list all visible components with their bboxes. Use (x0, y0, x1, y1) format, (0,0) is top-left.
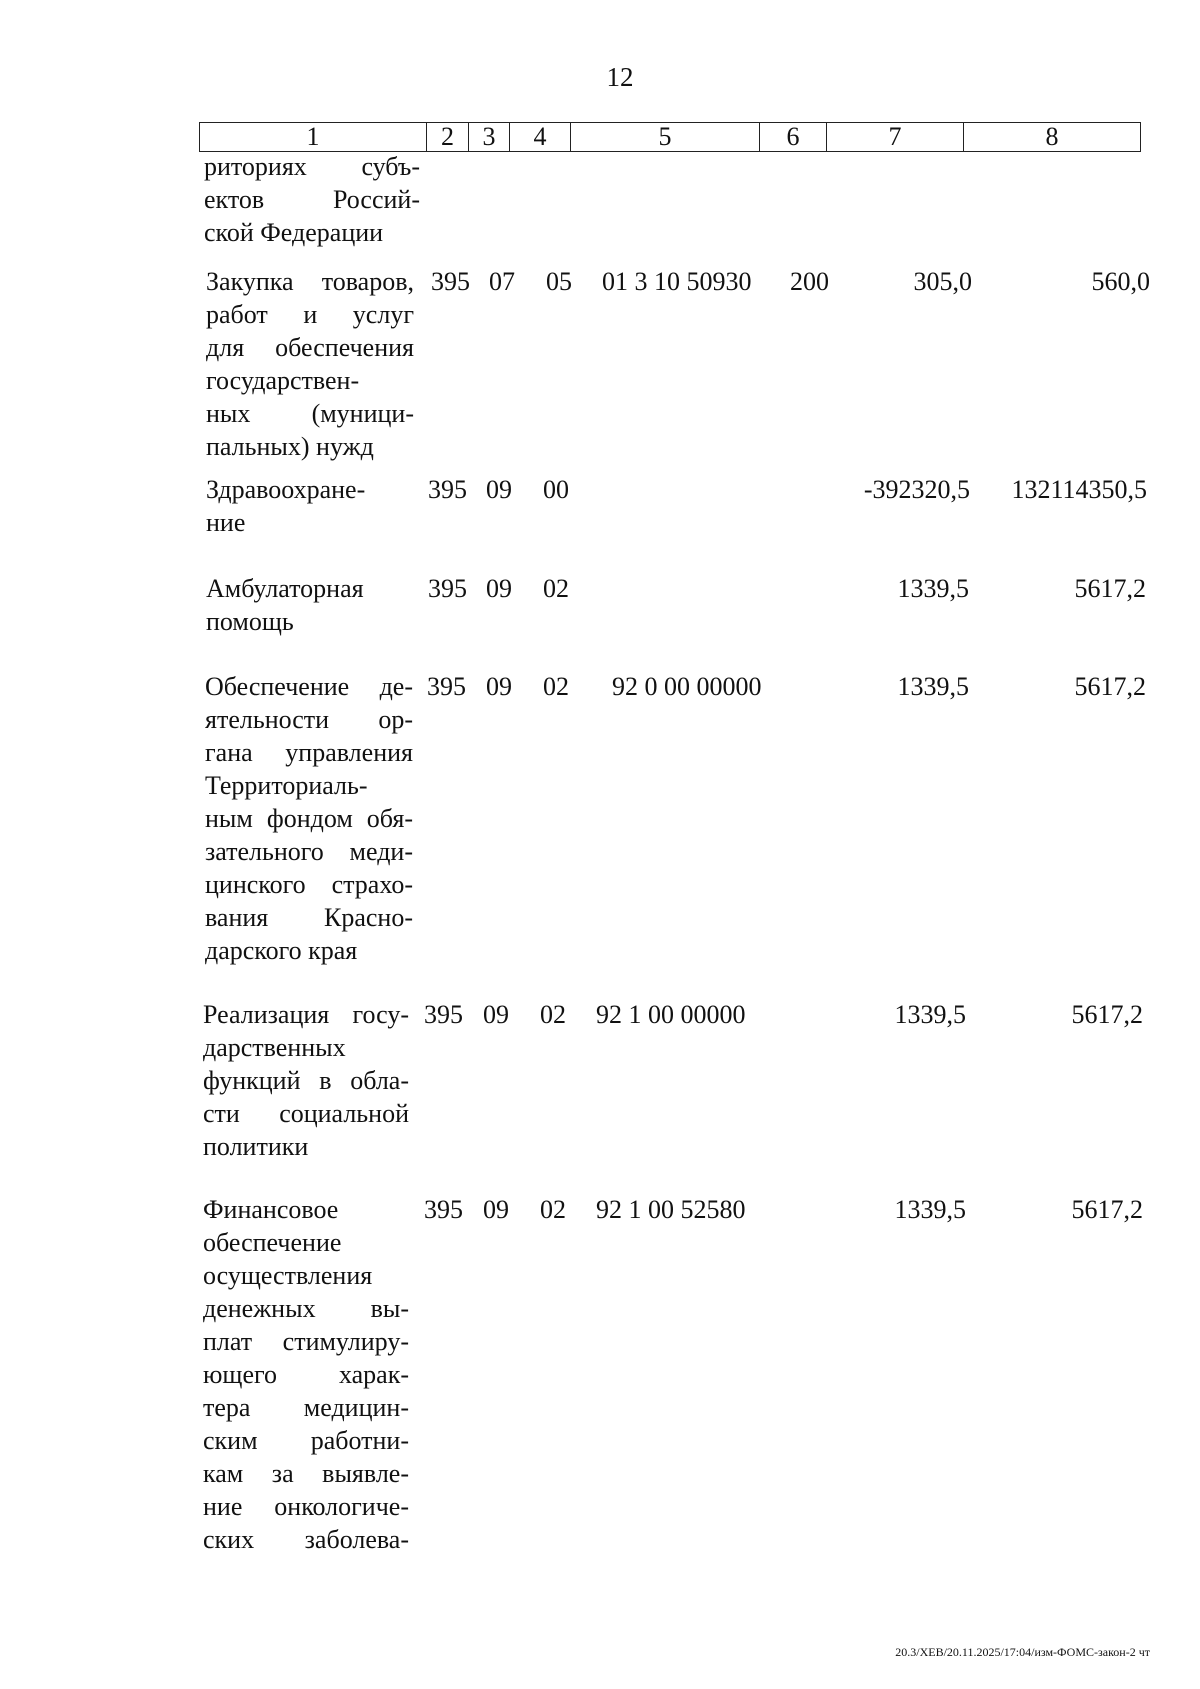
cell-amount-change: 1339,5 (894, 1195, 966, 1224)
description-line: Территориаль- (205, 771, 368, 800)
cell-section: 09 (486, 672, 512, 701)
cell-expense-type: 200 (790, 267, 829, 296)
description-line: работ и услуг (206, 300, 414, 329)
cell-amount-change: 1339,5 (897, 574, 969, 603)
cell-subsection: 02 (543, 672, 569, 701)
description-line: цинского страхо- (205, 870, 413, 899)
description-line: ятельности ор- (205, 705, 413, 734)
description-line: ющего харак- (203, 1360, 409, 1389)
cell-target-article: 92 1 00 52580 (596, 1195, 746, 1224)
description-line: государствен- (206, 366, 360, 395)
cell-amount-total: 560,0 (1091, 267, 1150, 296)
description-line: функций в обла- (203, 1066, 409, 1095)
column-header-table (199, 122, 1141, 152)
description-line: осуществления (203, 1261, 373, 1290)
cell-amount-total: 5617,2 (1074, 574, 1146, 603)
row-description (203, 1193, 409, 1556)
description-line: зательного меди- (205, 837, 413, 866)
page-number: 12 (606, 62, 634, 92)
cell-section: 09 (483, 1000, 509, 1029)
description-line: сти социальной (203, 1099, 409, 1128)
row-description (206, 265, 414, 463)
row-description (203, 998, 409, 1163)
description-line: ектов Россий- (204, 185, 420, 214)
description-line: Реализация госу- (203, 1000, 409, 1029)
cell-code: 395 (428, 574, 467, 603)
column-header-3: 3 (469, 123, 510, 152)
cell-amount-change: -392320,5 (863, 475, 970, 504)
row-description (206, 473, 386, 539)
cell-section: 09 (483, 1195, 509, 1224)
description-line: плат стимулиру- (203, 1327, 409, 1356)
description-line: пальных) нужд (206, 432, 374, 461)
cell-amount-total: 5617,2 (1071, 1195, 1143, 1224)
description-line: для обеспечения (206, 333, 414, 362)
description-line: политики (203, 1132, 309, 1161)
column-header-5: 5 (571, 123, 760, 152)
description-line: обеспечение (203, 1228, 342, 1257)
description-line: Закупка товаров, (206, 267, 414, 296)
description-line: ским работни- (203, 1426, 409, 1455)
cell-amount-total: 132114350,5 (1011, 475, 1147, 504)
cell-section: 09 (486, 475, 512, 504)
cell-subsection: 00 (543, 475, 569, 504)
cell-amount-change: 1339,5 (894, 1000, 966, 1029)
column-header-8: 8 (964, 123, 1141, 152)
cell-code: 395 (427, 672, 466, 701)
row-description (205, 670, 413, 967)
description-line: гана управления (205, 738, 413, 767)
row-description (206, 572, 386, 638)
cell-code: 395 (431, 267, 470, 296)
cell-code: 395 (428, 475, 467, 504)
cell-target-article: 92 0 00 00000 (612, 672, 762, 701)
cell-section: 09 (486, 574, 512, 603)
cell-subsection: 02 (540, 1195, 566, 1224)
column-header-6: 6 (760, 123, 827, 152)
description-line: ние онкологиче- (203, 1492, 409, 1521)
column-header-row (200, 123, 1141, 152)
document-footer: 20.3/ХЕВ/20.11.2025/17:04/изм-ФОМС-закон-2 чт (895, 1645, 1150, 1659)
description-line: дарственных (203, 1033, 346, 1062)
description-line: ние (206, 508, 246, 537)
description-line: Финансовое (203, 1195, 339, 1224)
column-header-4: 4 (510, 123, 571, 152)
cell-amount-total: 5617,2 (1071, 1000, 1143, 1029)
cell-code: 395 (424, 1195, 463, 1224)
cell-subsection: 02 (543, 574, 569, 603)
cell-amount-total: 5617,2 (1074, 672, 1146, 701)
description-line: дарского края (205, 936, 358, 965)
description-line: денежных вы- (203, 1294, 409, 1323)
cell-subsection: 02 (540, 1000, 566, 1029)
cell-code: 395 (424, 1000, 463, 1029)
description-line: кам за выявле- (203, 1459, 409, 1488)
description-line: ных (муници- (206, 399, 414, 428)
cell-subsection: 05 (546, 267, 572, 296)
cell-section: 07 (489, 267, 515, 296)
column-header-1: 1 (200, 123, 427, 152)
cell-target-article: 92 1 00 00000 (596, 1000, 746, 1029)
description-line: ских заболева- (203, 1525, 409, 1554)
cell-target-article: 01 3 10 50930 (602, 267, 752, 296)
description-line: вания Красно- (205, 903, 413, 932)
description-line: Обеспечение де- (205, 672, 413, 701)
description-line: помощь (206, 607, 294, 636)
description-line: риториях субъ- (204, 152, 420, 181)
description-line: ным фондом обя- (205, 804, 413, 833)
column-header-7: 7 (827, 123, 964, 152)
description-line: ской Федерации (204, 218, 384, 247)
description-line: Здравоохране- (206, 475, 366, 504)
row-description (204, 150, 420, 249)
column-header-2: 2 (427, 123, 469, 152)
description-line: тера медицин- (203, 1393, 409, 1422)
cell-amount-change: 1339,5 (897, 672, 969, 701)
description-line: Амбулаторная (206, 574, 364, 603)
cell-amount-change: 305,0 (913, 267, 972, 296)
